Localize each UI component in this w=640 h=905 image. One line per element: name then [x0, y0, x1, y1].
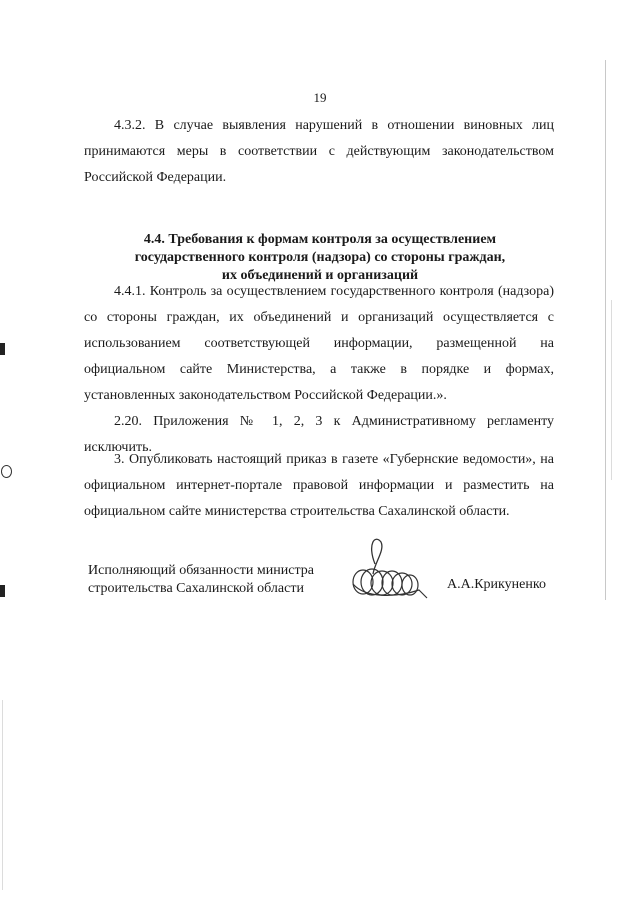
signatory-title — [88, 562, 314, 598]
heading-line-1: 4.4. Требования к формам контроля за осуществлением — [143, 232, 497, 247]
left-margin-punch-mark — [0, 343, 5, 355]
right-margin-scan-line-2 — [611, 300, 612, 480]
heading-line-2: государственного контроля (надзора) со стороны граждан, — [134, 250, 506, 265]
signatory-title-line-2: строительства Сахалинской области — [88, 581, 304, 596]
page-number: 19 — [313, 90, 327, 105]
handwritten-signature — [345, 532, 435, 612]
section-heading-4-4 — [84, 231, 556, 285]
paragraph-4-4-1: 4.4.1. Контроль за осуществлением государственного контроля (надзора) со стороны граждан, их объединений и организаций осуществляется с использованием соответствующей информации, размещенной на официальном сайте Министерства, а также в порядке и формах, установленных законодательством Российской Федерации.». — [84, 284, 554, 403]
left-margin-ring-mark — [1, 465, 12, 478]
left-margin-punch-mark-lower — [0, 585, 5, 597]
paragraph-3: 3. Опубликовать настоящий приказ в газете «Губернские ведомости», на официальном интернет-портале правовой информации и разместить на официальном сайте министерства строительства Сахалинской области. — [84, 452, 554, 519]
signer-name: А.А.Крикуненко — [447, 577, 546, 592]
paragraph-4-3-2: 4.3.2. В случае выявления нарушений в отношении виновных лиц принимаются меры в соответствии с действующим законодательством Российской Федерации. — [84, 118, 554, 185]
signatory-title-line-1: Исполняющий обязанности министра — [88, 563, 314, 578]
left-margin-scan-line — [2, 700, 3, 890]
paragraph-2-20: 2.20. Приложения № 1, 2, 3 к Административному регламенту исключить. — [84, 414, 554, 455]
right-margin-scan-line — [605, 60, 606, 600]
heading-line-3: их объединений и организаций — [221, 268, 419, 283]
